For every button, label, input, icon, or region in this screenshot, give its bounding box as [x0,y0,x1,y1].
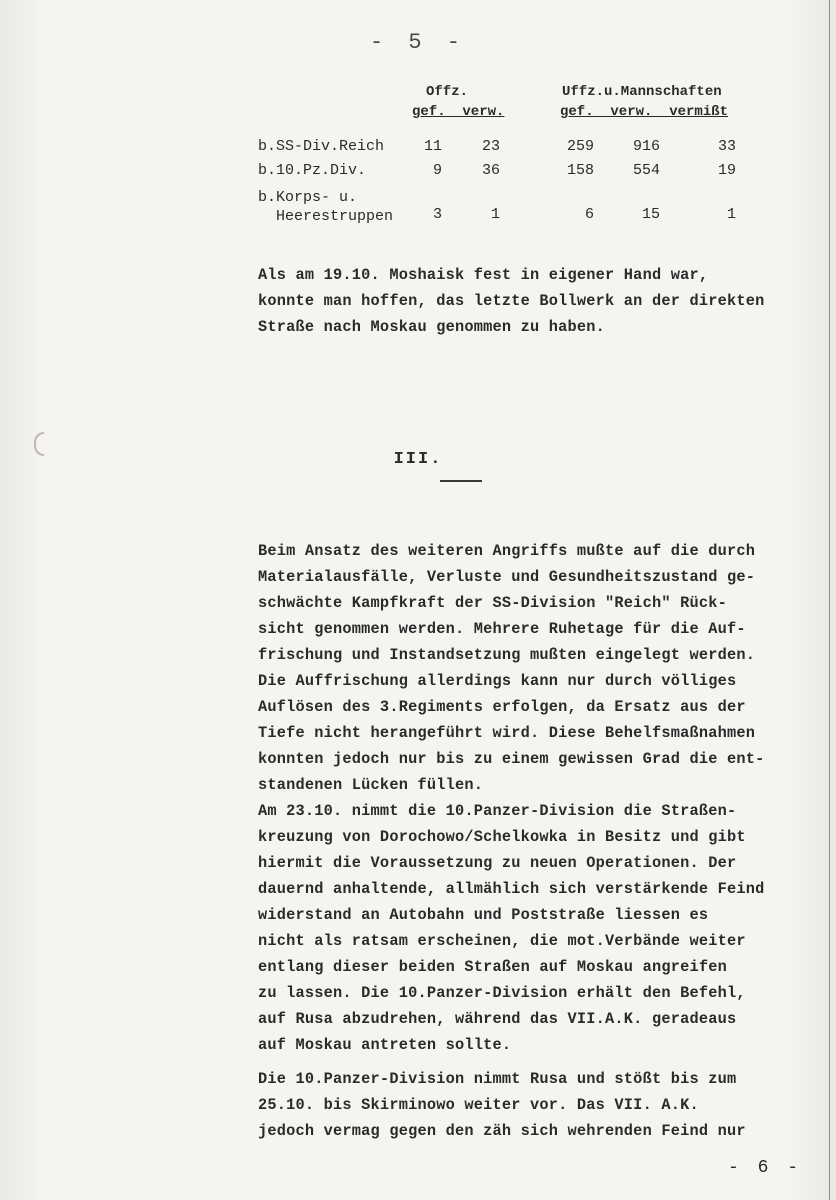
table-header-offz: Offz. [426,84,469,100]
text-line: 25.10. bis Skirminowo weiter vor. Das VII. A.K. [258,1096,699,1114]
text-line: nicht als ratsam erscheinen, die mot.Verbände weiter [258,932,746,950]
text-line: hiermit die Voraussetzung zu neuen Operationen. Der [258,854,737,872]
text-line: konnten jedoch nur bis zu einem gewissen Grad die ent- [258,750,765,768]
text-line: zu lassen. Die 10.Panzer-Division erhält den Befehl, [258,984,746,1002]
table-cell: 259 [566,138,594,155]
table-cell: 19 [717,162,736,179]
text-line: Als am 19.10. Moshaisk fest in eigener Hand war, [258,266,709,284]
text-line: kreuzung von Dorochowo/Schelkowka in Besitz und gibt [258,828,746,846]
page-number-top: - 5 - [369,30,466,55]
table-cell: 15 [641,206,660,223]
text-line: entlang dieser beiden Straßen auf Moskau angreifen [258,958,727,976]
table-cell: 11 [423,138,442,155]
text-line: schwächte Kampfkraft der SS-Division "Reich" Rück- [258,594,727,612]
table-cell: 33 [717,138,736,155]
table-cell: 3 [432,206,442,223]
page-number-bottom: - 6 - [728,1158,803,1178]
table-cell: 36 [481,162,500,179]
text-line: standenen Lücken füllen. [258,776,484,794]
text-line: jedoch vermag gegen den zäh sich wehrenden Feind nur [258,1122,746,1140]
table-header-offz-sub: gef. verw. [412,104,505,120]
text-line: Tiefe nicht herangeführt wird. Diese Behelfsmaßnahmen [258,724,756,742]
text-line: konnte man hoffen, das letzte Bollwerk an der direkten [258,292,765,310]
text-line: Die Auffrischung allerdings kann nur durch völliges [258,672,737,690]
table-row-label: b.Korps- u. Heerestruppen [258,189,394,225]
section-title: III. [393,450,443,469]
table-row-label: b.10.Pz.Div. [258,162,367,179]
text-line: sicht genommen werden. Mehrere Ruhetage für die Auf- [258,620,746,638]
text-line: widerstand an Autobahn und Poststraße liessen es [258,906,709,924]
text-line: auf Rusa abzudrehen, während das VII.A.K. geradeaus [258,1010,737,1028]
text-line: frischung und Instandsetzung mußten eingelegt werden. [258,646,756,664]
text-line: Am 23.10. nimmt die 10.Panzer-Division die Straßen- [258,802,737,820]
table-header-uffz-sub: gef. verw. vermißt [560,104,729,120]
section-underline [440,480,482,482]
table-cell: 1 [490,206,500,223]
text-line: Straße nach Moskau genommen zu haben. [258,318,606,336]
table-cell: 158 [566,162,594,179]
page-edge-line [829,0,830,1200]
table-cell: 916 [632,138,660,155]
table-cell: 1 [726,206,736,223]
text-line: Die 10.Panzer-Division nimmt Rusa und stößt bis zum [258,1070,737,1088]
text-line: Materialausfälle, Verluste und Gesundheitszustand ge- [258,568,756,586]
table-cell: 9 [432,162,442,179]
table-cell: 554 [632,162,660,179]
text-line: dauernd anhaltende, allmählich sich verstärkende Feind [258,880,765,898]
text-line: Beim Ansatz des weiteren Angriffs mußte auf die durch [258,542,756,560]
table-cell: 6 [584,206,594,223]
table-header-uffz: Uffz.u.Mannschaften [562,84,722,100]
text-line: auf Moskau antreten sollte. [258,1036,512,1054]
table-cell: 23 [481,138,500,155]
text-line: Auflösen des 3.Regiments erfolgen, da Ersatz aus der [258,698,746,716]
table-row-label: b.SS-Div.Reich [258,138,385,155]
